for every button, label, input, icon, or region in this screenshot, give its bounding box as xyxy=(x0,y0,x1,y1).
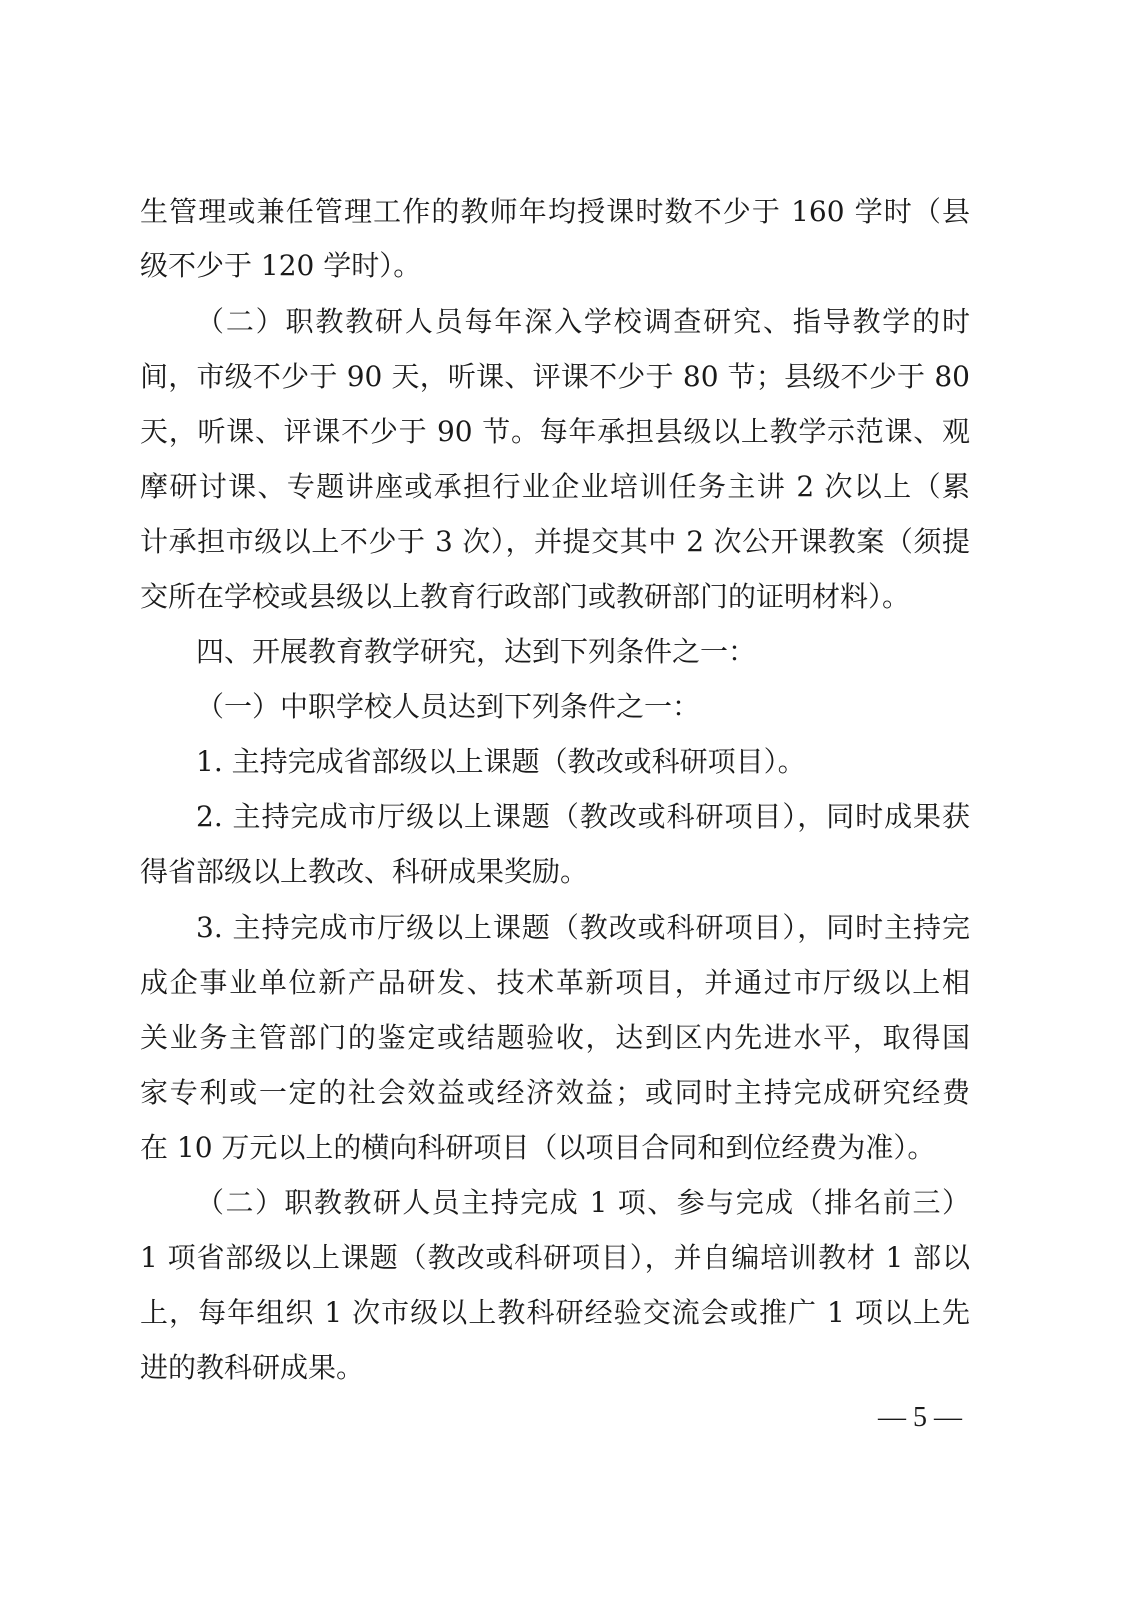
list-item: 2. 主持完成市厅级以上课题（教改或科研项目），同时成果获 xyxy=(196,800,970,833)
list-item: 3. 主持完成市厅级以上课题（教改或科研项目），同时主持完 xyxy=(196,911,970,944)
paragraph-line: 关业务主管部门的鉴定或结题验收，达到区内先进水平，取得国 xyxy=(140,1021,970,1054)
subsection-heading: （二）职教教研人员主持完成 1 项、参与完成（排名前三） xyxy=(196,1186,970,1219)
paragraph-line: 生管理或兼任管理工作的教师年均授课时数不少于 160 学时（县 xyxy=(140,195,970,228)
paragraph-line: 计承担市级以上不少于 3 次），并提交其中 2 次公开课教案（须提 xyxy=(140,525,970,558)
list-item: 1. 主持完成省部级以上课题（教改或科研项目）。 xyxy=(196,745,806,778)
paragraph-line: 天，听课、评课不少于 90 节。每年承担县级以上教学示范课、观 xyxy=(140,415,970,448)
paragraph-line: 1 项省部级以上课题（教改或科研项目），并自编培训教材 1 部以 xyxy=(140,1241,970,1274)
paragraph-line: 级不少于 120 学时）。 xyxy=(140,249,422,282)
paragraph-line: 在 10 万元以上的横向科研项目（以项目合同和到位经费为准）。 xyxy=(140,1131,936,1164)
paragraph-line: 得省部级以上教改、科研成果奖励。 xyxy=(140,855,589,888)
paragraph-line: 成企事业单位新产品研发、技术革新项目，并通过市厅级以上相 xyxy=(140,966,970,999)
paragraph-line: 上，每年组织 1 次市级以上教科研经验交流会或推广 1 项以上先 xyxy=(140,1296,970,1329)
paragraph-line: 摩研讨课、专题讲座或承担行业企业培训任务主讲 2 次以上（累 xyxy=(140,470,970,503)
paragraph-line: 间，市级不少于 90 天，听课、评课不少于 80 节；县级不少于 80 xyxy=(140,360,970,393)
paragraph-line: 家专利或一定的社会效益或经济效益；或同时主持完成研究经费 xyxy=(140,1076,970,1109)
paragraph-line: 交所在学校或县级以上教育行政部门或教研部门的证明材料）。 xyxy=(140,580,911,613)
section-heading: 四、开展教育教学研究，达到下列条件之一： xyxy=(196,635,757,668)
paragraph-line: 进的教科研成果。 xyxy=(140,1351,365,1384)
page-number: — 5 — xyxy=(878,1402,962,1433)
paragraph-line: （二）职教教研人员每年深入学校调查研究、指导教学的时 xyxy=(196,305,970,338)
subsection-heading: （一）中职学校人员达到下列条件之一： xyxy=(196,690,701,723)
